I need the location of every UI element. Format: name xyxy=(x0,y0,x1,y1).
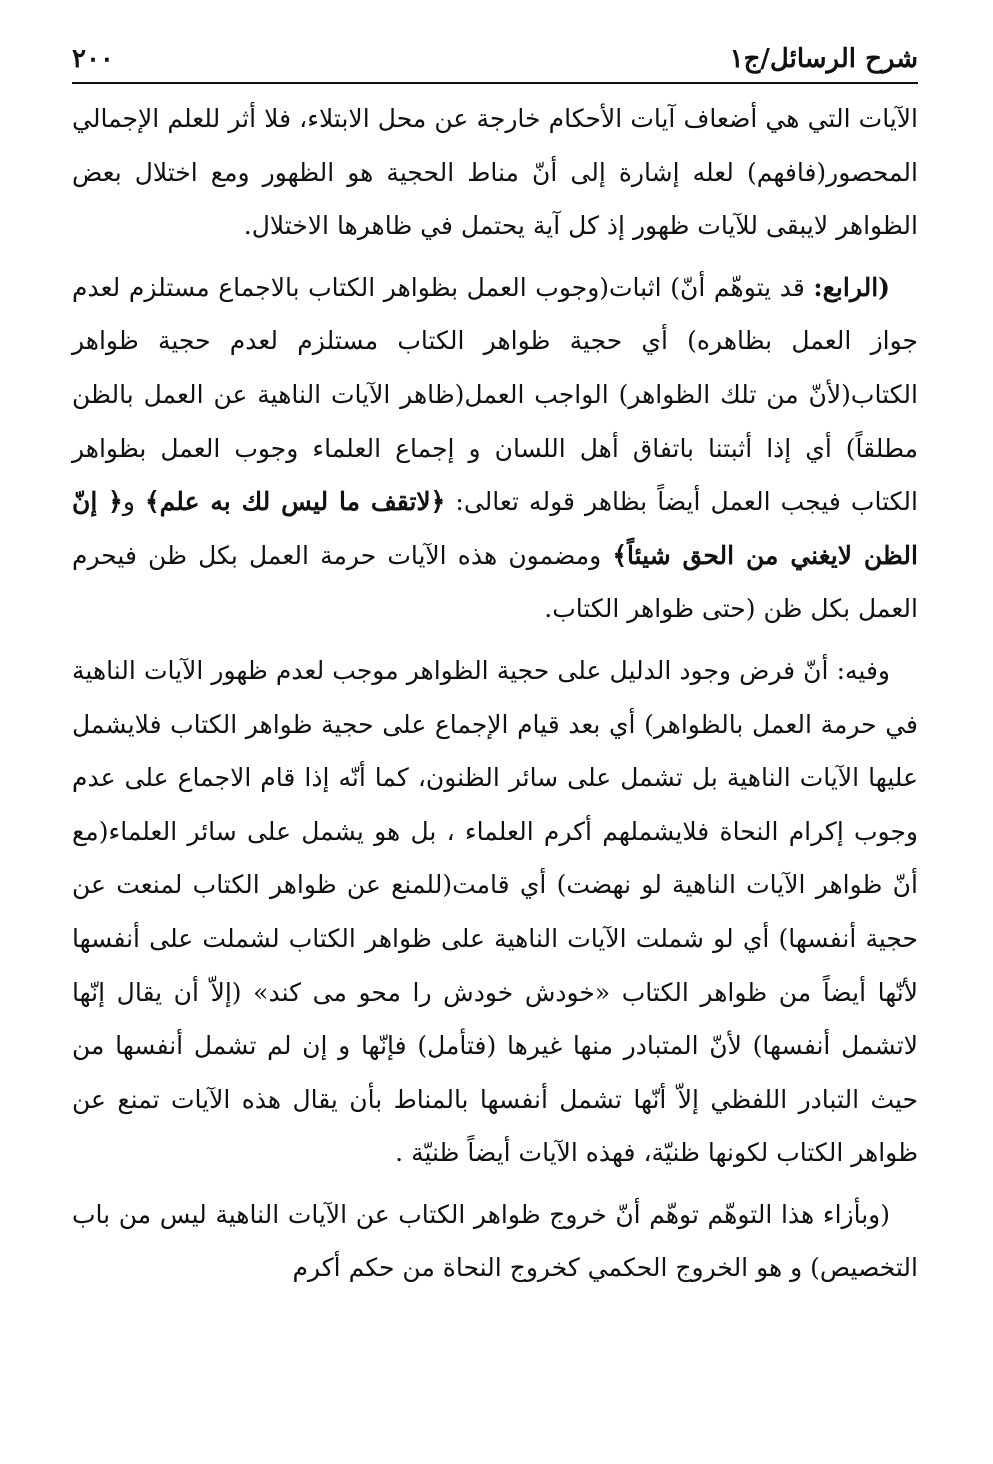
paragraph-text: قد يتوهّم أنّ) اثبات(وجوب العمل بظواهر الكتاب بالاجماع مستلزم لعدم جواز العمل بظاهره) أي حجية ظواهر الكتاب مستلزم لعدم حجية ظواهر الكتاب(لأنّ من تلك الظواهر) الواجب العمل(ظاهر الآيات الناهية عن العمل بالظن مطلقاً) أي إذا أثبتنا باتفاق أهل اللسان و إجماع العلماء وجوب العمل بظواهر الكتاب فيجب العمل أيضاً بظاهر قوله تعالى: xyxy=(72,272,918,517)
page-number: ٢٠٠ xyxy=(72,44,114,74)
header-rule xyxy=(72,82,918,84)
paragraph-fourth-objection xyxy=(72,261,918,636)
paragraph-continuation: الآيات التي هي أضعاف آيات الأحكام خارجة عن محل الابتلاء، فلا أثر للعلم الإجمالي المحصور(فافهم) لعله إشارة إلى أنّ مناط الحجية هو الظهور ومع اختلال بعض الظواهر لايبقى للآيات ظهور إذ كل آية يحتمل في ظاهرها الاختلال. xyxy=(72,104,918,241)
quran-quote: ﴿ إنّ الظن لايغني من الحق شيئاً﴾ xyxy=(72,487,918,570)
paragraph-counter-claim: (وبأزاء هذا التوهّم توهّم أنّ خروج ظواهر الكتاب عن الآيات الناهية ليس من باب التخصيص) و هو الخروج الحكمي كخروج النحاة من حكم أكرم xyxy=(72,1199,918,1283)
paragraph-response: وفيه: أنّ فرض وجود الدليل على حجية الظواهر موجب لعدم ظهور الآيات الناهية في حرمة العمل بالظواهر) أي بعد قيام الإجماع على حجية ظواهر الكتاب فلايشمل عليها الآيات الناهية بل تشمل على سائر الظنون، كما أنّه إذا قام الاجماع على عدم وجوب إكرام النحاة فلايشملهم أكرم العلماء ، بل هو يشمل على سائر العلماء(مع أنّ ظواهر الآيات الناهية لو نهضت) أي قامت(للمنع عن ظواهر الكتاب لمنعت عن حجية أنفسها) أي لو شملت الآيات الناهية على ظواهر الكتاب لشملت على أنفسها لأنّها أيضاً من ظواهر الكتاب «خودش خودش را محو مى كند» (إلاّ أن يقال إنّها لاتشمل أنفسها) لأنّ المتبادر منها غيرها (فتأمل) فإنّها و إن لم تشمل أنفسها من حيث التبادر اللفظي إلاّ أنّها تشمل أنفسها بالمناط بأن يقال هذه الآيات تمنع عن ظواهر الكتاب لكونها ظنيّة، فهذه الآيات أيضاً ظنيّة . xyxy=(72,655,918,1168)
book-title: شرح الرسائل/ج١ xyxy=(729,44,918,74)
main-text xyxy=(72,92,918,1295)
quran-quote: ﴿لاتقف ما ليس لك به علم﴾ xyxy=(145,487,446,517)
book-page xyxy=(72,38,918,1438)
paragraph-text: و xyxy=(122,487,146,517)
section-lead: (الرابع: xyxy=(813,272,890,302)
running-header xyxy=(72,38,918,80)
paragraph-text: ومضمون هذه الآيات حرمة العمل بكل ظن فيحرم العمل بكل ظن (حتى ظواهر الكتاب. xyxy=(72,540,918,624)
